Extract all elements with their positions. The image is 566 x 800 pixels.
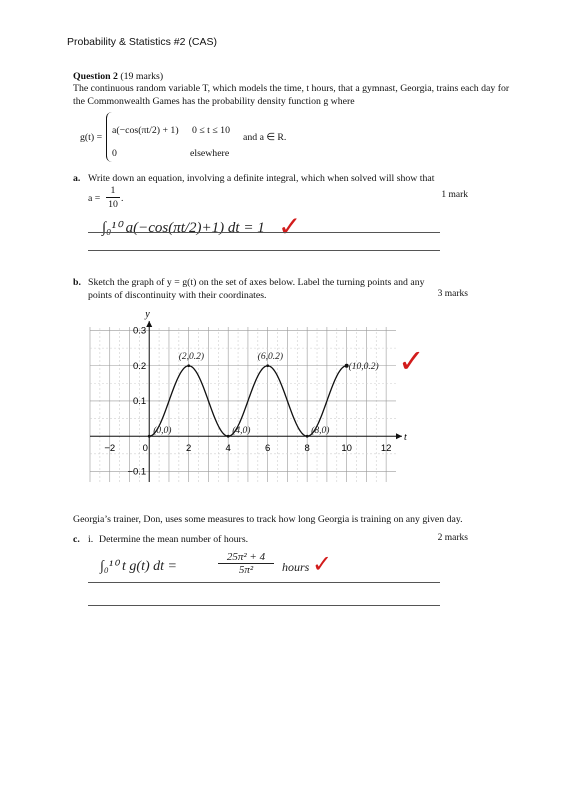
y-tick-label: 0.2 <box>133 360 147 372</box>
part-b-text-2: points of discontinuity with their coordinates. <box>88 290 267 301</box>
part-c-text: Determine the mean number of hours. <box>99 534 249 545</box>
point-label: (8,0) <box>311 426 330 437</box>
point-labels <box>153 351 378 436</box>
part-b-label: b. <box>73 277 81 288</box>
y-tick-label: −0.1 <box>127 466 147 478</box>
turning-point <box>227 435 230 438</box>
x-tick-label: 0 <box>142 443 148 455</box>
question-marks: (19 marks) <box>120 71 164 82</box>
part-c-answer-num: 25π² + 4 <box>218 551 274 564</box>
x-tick-label: 10 <box>341 443 352 455</box>
page-header: Probability & Statistics #2 (CAS) <box>67 36 217 48</box>
pdf-case2-expr: 0 <box>112 148 117 159</box>
intro-line-1: The continuous random variable T, which models the time, t hours, that a gymnast, Georgia, trains each day for <box>73 83 510 94</box>
x-axis-label: t <box>404 432 407 444</box>
turning-point <box>306 435 309 438</box>
part-a-text: Write down an equation, involving a definite integral, which when solved will show that <box>88 173 435 184</box>
pdf-case1-cond: 0 ≤ t ≤ 10 <box>192 125 230 136</box>
x-tick-label: 6 <box>265 443 271 455</box>
pdf-domain-note: and a ∈ R. <box>243 132 287 143</box>
part-c-answer-integral: ∫₀¹⁰ t g(t) dt = <box>100 559 177 574</box>
part-a-marks: 1 mark <box>441 190 468 200</box>
part-c-marks: 2 marks <box>437 533 468 543</box>
part-b-text-1: Sketch the graph of y = g(t) on the set of axes below. Label the turning points and any <box>88 277 425 288</box>
part-a-tick-icon: ✓ <box>278 212 302 243</box>
part-c-sub-label: i. <box>88 534 94 545</box>
x-tick-label: 12 <box>380 443 392 455</box>
y-tick-label: 0.3 <box>133 325 147 337</box>
part-c-answer-den: 5π² <box>238 564 254 576</box>
intro-line-2: the Commonwealth Games has the probability density function g where <box>73 96 355 107</box>
x-tick-label: −2 <box>104 443 116 455</box>
part-c-answer-unit: hours <box>282 560 310 574</box>
turning-point <box>187 364 190 367</box>
part-a-answer: ∫₀¹⁰ a(−cos(πt/2)+1) dt = 1 <box>102 220 265 236</box>
x-axis-arrow <box>396 433 402 439</box>
point-label: (2,0.2) <box>178 351 205 362</box>
part-a-show-den: 10 <box>108 199 118 210</box>
answer-line <box>88 605 440 606</box>
y-axis-label: y <box>145 309 150 320</box>
part-c-tick-icon: ✓ <box>312 552 333 578</box>
point-label: (0,0) <box>153 426 172 437</box>
answer-line <box>88 582 440 583</box>
question-title: Question 2 <box>73 71 118 82</box>
y-axis-arrow <box>146 321 152 327</box>
point-label: (6,0.2) <box>257 351 284 362</box>
x-tick-label: 8 <box>304 443 310 455</box>
y-tick-label: 0.1 <box>133 395 147 407</box>
part-a-show-lhs: a = <box>88 193 101 204</box>
pdf-case1-expr: a(−cos(πt/2) + 1) <box>112 125 179 136</box>
point-label: (4,0) <box>232 426 251 437</box>
part-a-label: a. <box>73 173 81 184</box>
pdf-case2-cond: elsewhere <box>190 148 230 159</box>
point-label: (10,0.2) <box>348 361 379 372</box>
part-b-tick-icon: ✓ <box>398 343 425 379</box>
part-c-answer-fraction <box>218 551 274 576</box>
part-a-show-num: 1 <box>106 184 120 198</box>
turning-point <box>266 364 269 367</box>
part-b-marks: 3 marks <box>437 289 468 299</box>
turning-point <box>148 435 151 438</box>
part-a-show-end: . <box>121 193 124 204</box>
part-c-label: c. <box>73 534 80 545</box>
trainer-text: Georgia’s trainer, Don, uses some measures to track how long Georgia is training on any given day. <box>73 514 463 525</box>
x-tick-label: 4 <box>225 443 231 455</box>
x-tick-label: 2 <box>186 443 192 455</box>
pdf-lhs: g(t) = <box>80 132 103 143</box>
